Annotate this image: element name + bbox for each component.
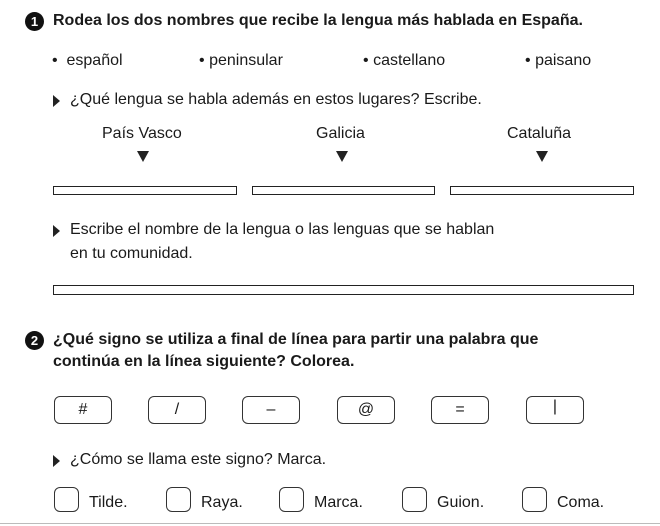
symbol-bar-box[interactable] <box>526 396 584 424</box>
answer-line-community[interactable] <box>53 285 634 295</box>
answer-line-pais-vasco[interactable] <box>53 186 237 195</box>
checkbox-raya[interactable] <box>166 487 191 512</box>
bullet: • <box>52 52 58 69</box>
arrow-down-icon <box>137 151 149 162</box>
question-2-number: 2 <box>25 331 44 350</box>
symbol-bar: | <box>552 398 558 415</box>
choice-raya-label: Raya. <box>201 494 243 511</box>
symbol-slash-box[interactable] <box>148 396 206 424</box>
arrow-down-icon <box>536 151 548 162</box>
bullet: • <box>525 52 531 69</box>
place-cataluna: Cataluña <box>507 125 572 142</box>
chevron-right-icon <box>53 455 60 467</box>
symbol-equals: = <box>455 401 465 418</box>
symbol-at: @ <box>357 401 375 418</box>
question-2-title-line1: ¿Qué signo se utiliza a final de línea para partir una palabra que <box>53 331 539 348</box>
option-label: paisano <box>535 52 592 69</box>
option-peninsular[interactable] <box>199 50 283 72</box>
question-1-title: Rodea los dos nombres que recibe la lengua más hablada en España. <box>53 12 583 29</box>
arrow-down-icon <box>336 151 348 162</box>
bullet: • <box>363 52 369 69</box>
subquestion-sign-name: ¿Cómo se llama este signo? Marca. <box>70 451 327 468</box>
bottom-divider <box>0 523 660 524</box>
option-label: peninsular <box>209 52 283 69</box>
option-espanol[interactable] <box>52 50 123 72</box>
answer-line-galicia[interactable] <box>252 186 435 195</box>
subquestion-community-line1: Escribe el nombre de la lengua o las lenguas que se hablan <box>70 221 495 238</box>
option-label: español <box>66 52 123 69</box>
checkbox-guion[interactable] <box>402 487 427 512</box>
subquestion-community-line2: en tu comunidad. <box>70 245 193 262</box>
choice-marca-label: Marca. <box>314 494 363 511</box>
bullet: • <box>199 52 205 69</box>
symbol-hash-box[interactable] <box>54 396 112 424</box>
chevron-right-icon <box>53 225 60 237</box>
symbol-at-box[interactable] <box>337 396 395 424</box>
symbol-dash: – <box>266 401 276 418</box>
checkbox-coma[interactable] <box>522 487 547 512</box>
symbol-equals-box[interactable] <box>431 396 489 424</box>
option-paisano[interactable] <box>525 50 591 72</box>
symbol-hash: # <box>78 401 88 418</box>
subquestion-places: ¿Qué lengua se habla además en estos lugares? Escribe. <box>70 91 482 108</box>
answer-line-cataluna[interactable] <box>450 186 634 195</box>
option-label: castellano <box>373 52 446 69</box>
place-galicia: Galicia <box>316 125 365 142</box>
question-1-number: 1 <box>25 12 44 31</box>
symbol-slash: / <box>174 401 180 418</box>
place-pais-vasco: País Vasco <box>102 125 182 142</box>
checkbox-tilde[interactable] <box>54 487 79 512</box>
symbol-dash-box[interactable] <box>242 396 300 424</box>
option-castellano[interactable] <box>363 50 445 72</box>
choice-coma-label: Coma. <box>557 494 605 511</box>
chevron-right-icon <box>53 95 60 107</box>
checkbox-marca[interactable] <box>279 487 304 512</box>
choice-tilde-label: Tilde. <box>89 494 128 511</box>
question-2-title-line2: continúa en la línea siguiente? Colorea. <box>53 353 355 370</box>
choice-guion-label: Guion. <box>437 494 485 511</box>
